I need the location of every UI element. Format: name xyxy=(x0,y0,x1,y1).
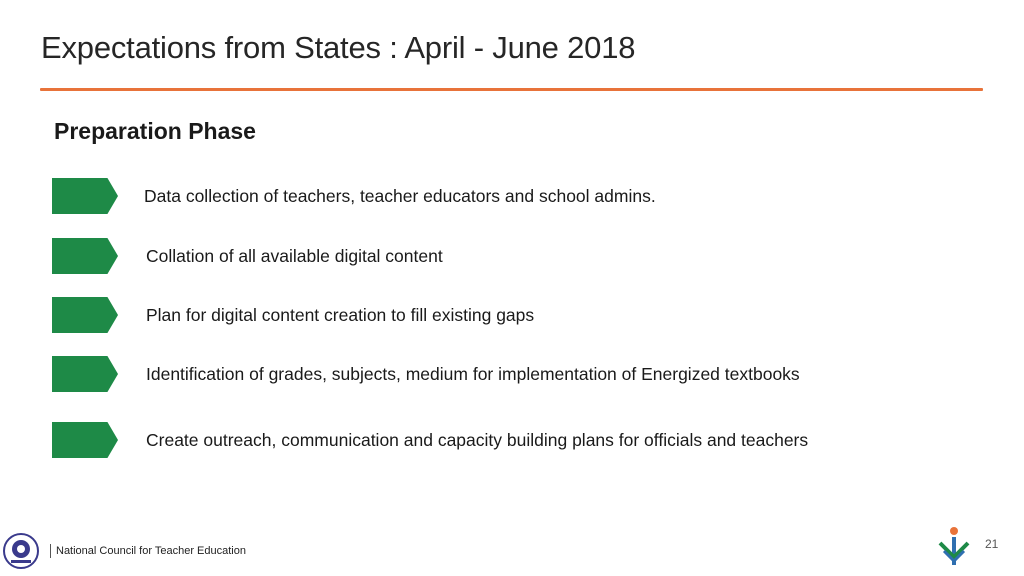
list-item xyxy=(52,297,952,333)
chevron-arrow-icon xyxy=(52,178,118,214)
list-item-text: Collation of all available digital content xyxy=(146,246,443,266)
footer-organization: National Council for Teacher Education xyxy=(56,545,246,557)
page-number: 21 xyxy=(985,537,999,551)
list-item-text: Data collection of teachers, teacher educators and school admins. xyxy=(144,186,656,206)
list-item xyxy=(52,422,952,458)
footer-separator xyxy=(50,544,51,558)
ncte-emblem-icon xyxy=(2,532,40,570)
list-item xyxy=(52,238,952,274)
diksha-logo-icon xyxy=(934,525,974,569)
list-item-text: Identification of grades, subjects, medium for implementation of Energized textbooks xyxy=(146,364,800,384)
chevron-arrow-icon xyxy=(52,356,118,392)
slide-title: Expectations from States : April - June 2018 xyxy=(41,30,636,65)
list-item-text: Plan for digital content creation to fill existing gaps xyxy=(146,305,535,325)
title-divider xyxy=(40,88,983,91)
list-item xyxy=(52,356,952,392)
list-item xyxy=(52,178,952,214)
chevron-arrow-icon xyxy=(52,422,118,458)
chevron-arrow-icon xyxy=(52,297,118,333)
chevron-arrow-icon xyxy=(52,238,118,274)
list-item-text: Create outreach, communication and capacity building plans for officials and teachers xyxy=(146,430,809,450)
phase-heading: Preparation Phase xyxy=(54,118,256,144)
